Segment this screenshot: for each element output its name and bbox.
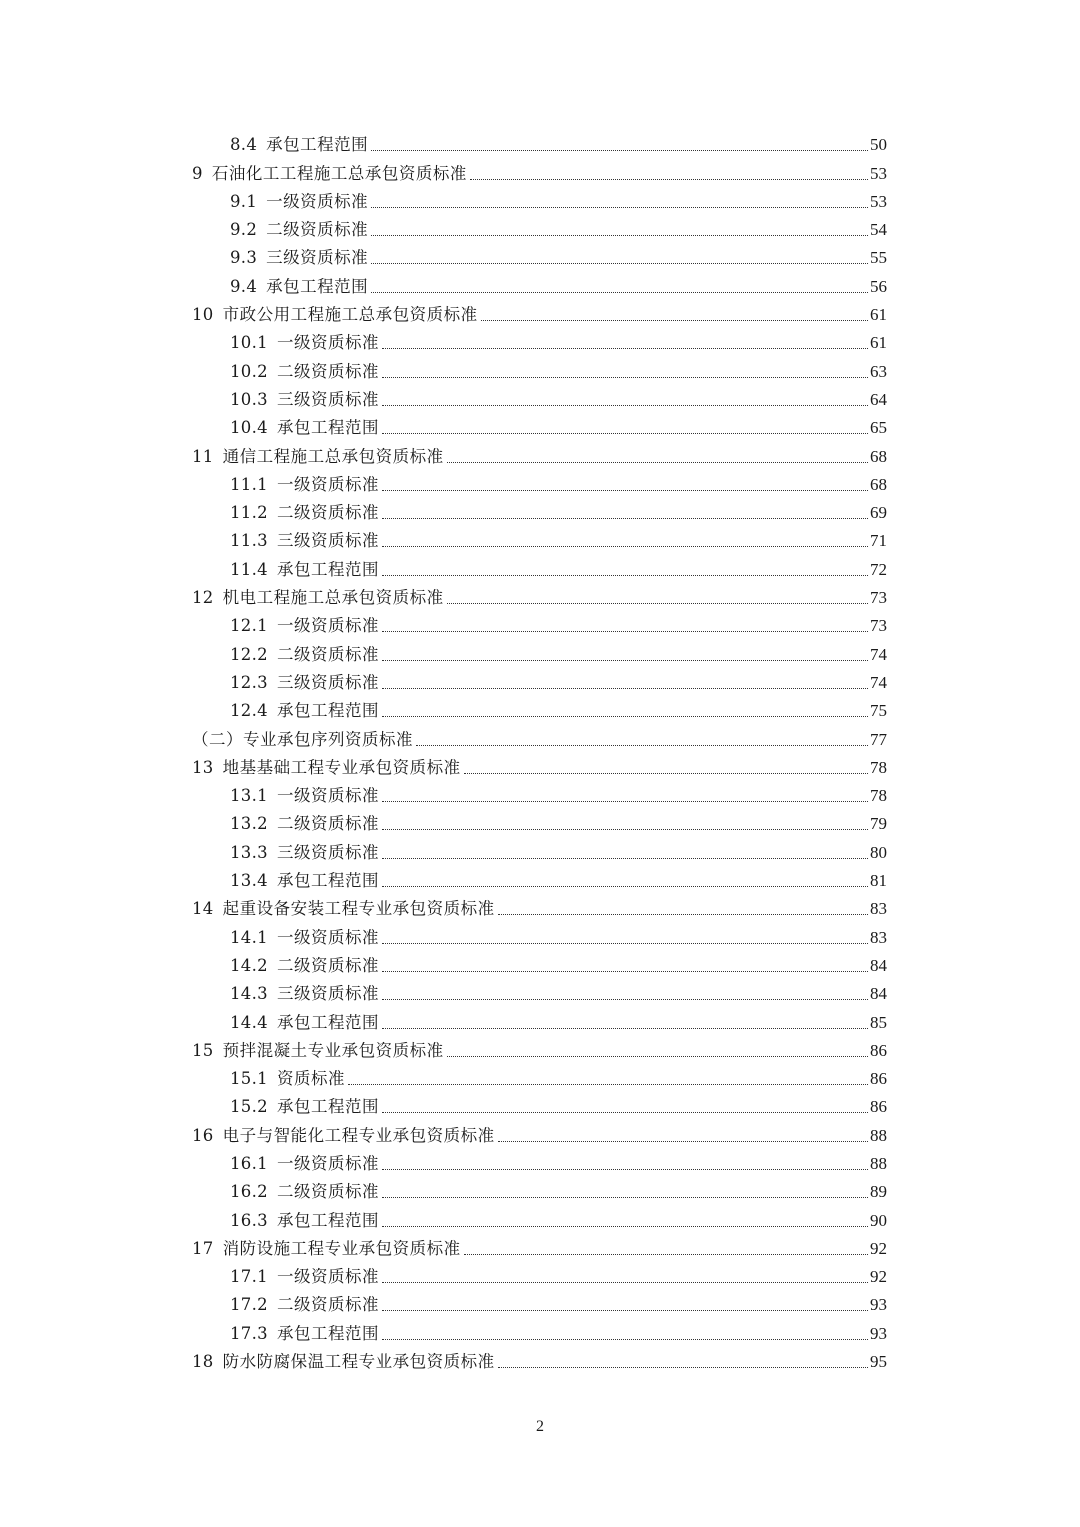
- toc-entry-title: 承包工程范围: [266, 135, 369, 155]
- toc-entry-section[interactable]: [0, 1263, 1080, 1291]
- dot-leader: [382, 971, 868, 972]
- dot-leader: [464, 1254, 868, 1255]
- toc-entry-title: 承包工程范围: [276, 418, 379, 438]
- toc-entry-title: 三级资质标准: [266, 248, 369, 268]
- dot-leader: [382, 433, 868, 434]
- toc-entry-page: 61: [870, 333, 887, 353]
- toc-entry-title: 承包工程范围: [266, 276, 369, 296]
- toc-entry-title: 三级资质标准: [276, 672, 379, 692]
- toc-entry-number: 17.1: [230, 1267, 268, 1287]
- toc-entry-number: 8.4: [230, 135, 258, 155]
- toc-entry-section[interactable]: [0, 1008, 1080, 1036]
- toc-entry-label: [230, 673, 380, 693]
- dot-leader: [382, 490, 868, 491]
- toc-entry-chapter[interactable]: [0, 725, 1080, 753]
- toc-entry-section[interactable]: [0, 867, 1080, 895]
- dot-leader: [416, 745, 868, 746]
- toc-entry-label: [192, 305, 479, 325]
- toc-entry-label: [230, 531, 380, 551]
- toc-entry-title: 消防设施工程专业承包资质标准: [222, 1238, 461, 1258]
- dot-leader: [481, 320, 868, 321]
- toc-entry-title: 承包工程范围: [276, 559, 379, 579]
- toc-entry-number: 13.2: [230, 814, 268, 834]
- toc-entry-label: [230, 560, 380, 580]
- toc-entry-label: [230, 786, 380, 806]
- toc-entry-label: [230, 871, 380, 891]
- dot-leader: [382, 405, 868, 406]
- toc-entry-label: [230, 984, 380, 1004]
- toc-entry-title: 二级资质标准: [276, 1182, 379, 1202]
- toc-entry-title: 资质标准: [276, 1069, 345, 1089]
- toc-entry-page: 61: [870, 305, 887, 325]
- toc-entry-section[interactable]: [0, 952, 1080, 980]
- dot-leader: [382, 546, 868, 547]
- dot-leader: [382, 1028, 868, 1029]
- dot-leader: [382, 801, 868, 802]
- toc-entry-label: [230, 1182, 380, 1202]
- toc-entry-page: 74: [870, 672, 887, 692]
- toc-entry-title: 三级资质标准: [276, 984, 379, 1004]
- toc-entry-label: [230, 277, 369, 297]
- toc-entry-page: 54: [870, 220, 887, 240]
- dot-leader: [447, 603, 868, 604]
- toc-entry-number: 12.2: [230, 644, 268, 664]
- toc-entry-page: 86: [870, 1069, 887, 1089]
- toc-entry-label: [230, 956, 380, 976]
- toc-entry-section[interactable]: [0, 216, 1080, 244]
- toc-entry-label: [192, 447, 445, 467]
- toc-entry-section[interactable]: [0, 810, 1080, 838]
- toc-entry-page: 63: [870, 361, 887, 381]
- toc-entry-label: [230, 1013, 380, 1033]
- toc-entry-section[interactable]: [0, 640, 1080, 668]
- toc-entry-page: 90: [870, 1210, 887, 1230]
- toc-entry-label: [192, 1352, 496, 1372]
- toc-entry-section[interactable]: [0, 244, 1080, 272]
- toc-entry-label: [230, 1211, 380, 1231]
- toc-entry-number: 14: [192, 899, 214, 919]
- toc-entry-section[interactable]: [0, 782, 1080, 810]
- toc-entry-page: 78: [870, 786, 887, 806]
- toc-entry-label: [230, 192, 369, 212]
- toc-entry-number: 14.1: [230, 927, 268, 947]
- toc-entry-label: [192, 588, 445, 608]
- dot-leader: [382, 631, 868, 632]
- dot-leader: [382, 716, 868, 717]
- toc-entry-section[interactable]: [0, 669, 1080, 697]
- dot-leader: [470, 179, 868, 180]
- dot-leader: [382, 1226, 868, 1227]
- table-of-contents: [0, 131, 1080, 1376]
- toc-entry-number: 15: [192, 1040, 214, 1060]
- dot-leader: [371, 235, 868, 236]
- toc-entry-number: 17.3: [230, 1323, 268, 1343]
- toc-entry-label: [192, 899, 496, 919]
- dot-leader: [371, 207, 868, 208]
- toc-entry-label: [192, 1239, 462, 1259]
- toc-entry-label: [230, 928, 380, 948]
- toc-entry-label: [230, 475, 380, 495]
- toc-entry-number: 9.1: [230, 191, 258, 211]
- toc-entry-label: [230, 418, 380, 438]
- toc-entry-number: 9.3: [230, 248, 258, 268]
- toc-entry-section[interactable]: [0, 131, 1080, 159]
- toc-entry-label: [230, 1069, 346, 1089]
- toc-entry-title: 市政公用工程施工总承包资质标准: [222, 305, 478, 325]
- toc-entry-section[interactable]: [0, 612, 1080, 640]
- toc-entry-title: 二级资质标准: [276, 503, 379, 523]
- toc-entry-label: [230, 390, 380, 410]
- toc-entry-page: 86: [870, 1040, 887, 1060]
- toc-entry-title: 一级资质标准: [276, 474, 379, 494]
- toc-entry-number: 16.1: [230, 1153, 268, 1173]
- toc-entry-number: 16.2: [230, 1182, 268, 1202]
- toc-entry-title: 一级资质标准: [276, 333, 379, 353]
- toc-entry-number: 13: [192, 757, 214, 777]
- toc-entry-label: [230, 1154, 380, 1174]
- dot-leader: [498, 1367, 868, 1368]
- toc-entry-page: 69: [870, 503, 887, 523]
- toc-entry-number: 13.4: [230, 871, 268, 891]
- toc-entry-number: 13.1: [230, 786, 268, 806]
- toc-entry-title: 起重设备安装工程专业承包资质标准: [222, 899, 495, 919]
- dot-leader: [382, 886, 868, 887]
- toc-entry-label: [230, 333, 380, 353]
- dot-leader: [464, 773, 868, 774]
- toc-entry-label: [230, 220, 369, 240]
- dot-leader: [382, 660, 868, 661]
- toc-entry-label: [230, 1324, 380, 1344]
- toc-entry-section[interactable]: [0, 697, 1080, 725]
- dot-leader: [382, 1197, 868, 1198]
- toc-entry-title: 二级资质标准: [276, 361, 379, 381]
- toc-entry-section[interactable]: [0, 272, 1080, 300]
- toc-entry-page: 95: [870, 1352, 887, 1372]
- toc-entry-page: 83: [870, 899, 887, 919]
- toc-entry-number: 12.3: [230, 672, 268, 692]
- toc-entry-title: 二级资质标准: [276, 955, 379, 975]
- toc-entry-label: [230, 1097, 380, 1117]
- toc-entry-section[interactable]: [0, 471, 1080, 499]
- toc-entry-page: 71: [870, 531, 887, 551]
- toc-entry-number: 17: [192, 1238, 214, 1258]
- toc-entry-number: 11.4: [230, 559, 268, 579]
- toc-entry-chapter[interactable]: [0, 584, 1080, 612]
- toc-entry-number: 17.2: [230, 1295, 268, 1315]
- toc-entry-section[interactable]: [0, 555, 1080, 583]
- toc-entry-label: [192, 1041, 445, 1061]
- toc-entry-section[interactable]: [0, 414, 1080, 442]
- toc-entry-number: 11.1: [230, 474, 268, 494]
- toc-entry-page: 53: [870, 163, 887, 183]
- toc-entry-chapter[interactable]: [0, 442, 1080, 470]
- toc-entry-number: 10.4: [230, 418, 268, 438]
- toc-entry-page: 74: [870, 644, 887, 664]
- toc-entry-number: 10: [192, 305, 214, 325]
- toc-entry-section[interactable]: [0, 923, 1080, 951]
- dot-leader: [382, 1112, 868, 1113]
- toc-entry-section[interactable]: [0, 527, 1080, 555]
- toc-entry-page: 78: [870, 757, 887, 777]
- toc-entry-page: 65: [870, 418, 887, 438]
- toc-entry-page: 81: [870, 871, 887, 891]
- toc-entry-number: 10.1: [230, 333, 268, 353]
- toc-entry-title: 预拌混凝土专业承包资质标准: [222, 1040, 444, 1060]
- toc-entry-section[interactable]: [0, 386, 1080, 414]
- toc-entry-page: 64: [870, 389, 887, 409]
- toc-entry-section[interactable]: [0, 1178, 1080, 1206]
- dot-leader: [371, 150, 868, 151]
- toc-entry-page: 84: [870, 984, 887, 1004]
- dot-leader: [382, 1310, 868, 1311]
- toc-entry-label: [230, 701, 380, 721]
- dot-leader: [382, 518, 868, 519]
- dot-leader: [382, 829, 868, 830]
- toc-entry-section[interactable]: [0, 329, 1080, 357]
- dot-leader: [382, 688, 868, 689]
- dot-leader: [382, 1169, 868, 1170]
- toc-entry-section[interactable]: [0, 838, 1080, 866]
- toc-entry-title: 承包工程范围: [276, 1097, 379, 1117]
- toc-entry-title: 通信工程施工总承包资质标准: [222, 446, 444, 466]
- toc-entry-page: 55: [870, 248, 887, 268]
- toc-entry-label: [192, 730, 414, 750]
- toc-entry-title: 一级资质标准: [276, 1267, 379, 1287]
- toc-entry-chapter[interactable]: [0, 895, 1080, 923]
- toc-entry-title: （二）专业承包序列资质标准: [192, 729, 413, 749]
- toc-entry-title: 防水防腐保温工程专业承包资质标准: [222, 1352, 495, 1372]
- dot-leader: [382, 999, 868, 1000]
- toc-entry-title: 一级资质标准: [276, 786, 379, 806]
- toc-entry-title: 二级资质标准: [276, 644, 379, 664]
- toc-entry-page: 92: [870, 1267, 887, 1287]
- toc-entry-label: [192, 758, 462, 778]
- toc-entry-page: 72: [870, 559, 887, 579]
- toc-entry-number: 12: [192, 588, 214, 608]
- toc-entry-page: 85: [870, 1012, 887, 1032]
- toc-entry-label: [230, 843, 380, 863]
- dot-leader: [382, 1339, 868, 1340]
- dot-leader: [382, 858, 868, 859]
- toc-entry-section[interactable]: [0, 1150, 1080, 1178]
- toc-entry-page: 56: [870, 276, 887, 296]
- toc-entry-page: 50: [870, 135, 887, 155]
- dot-leader: [371, 292, 868, 293]
- toc-entry-page: 68: [870, 474, 887, 494]
- dot-leader: [382, 1282, 868, 1283]
- dot-leader: [382, 575, 868, 576]
- toc-entry-number: 15.2: [230, 1097, 268, 1117]
- toc-entry-section[interactable]: [0, 188, 1080, 216]
- toc-entry-page: 84: [870, 955, 887, 975]
- dot-leader: [447, 1056, 868, 1057]
- toc-entry-number: 9: [192, 163, 203, 183]
- toc-entry-number: 15.1: [230, 1069, 268, 1089]
- page-number: 2: [536, 1418, 544, 1435]
- toc-entry-label: [230, 1267, 380, 1287]
- toc-entry-section[interactable]: [0, 980, 1080, 1008]
- toc-entry-title: 承包工程范围: [276, 701, 379, 721]
- toc-entry-title: 承包工程范围: [276, 1323, 379, 1343]
- toc-entry-page: 80: [870, 842, 887, 862]
- toc-entry-chapter[interactable]: [0, 301, 1080, 329]
- toc-entry-number: 18: [192, 1352, 214, 1372]
- toc-entry-page: 83: [870, 927, 887, 947]
- toc-entry-title: 一级资质标准: [276, 1153, 379, 1173]
- toc-entry-label: [230, 616, 380, 636]
- toc-entry-page: 75: [870, 701, 887, 721]
- dot-leader: [382, 348, 868, 349]
- toc-entry-chapter[interactable]: [0, 1121, 1080, 1149]
- toc-entry-number: 14.2: [230, 955, 268, 975]
- toc-entry-section[interactable]: [0, 1206, 1080, 1234]
- toc-entry-label: [230, 503, 380, 523]
- toc-entry-number: 16: [192, 1125, 214, 1145]
- toc-entry-section[interactable]: [0, 499, 1080, 527]
- toc-entry-number: 12.4: [230, 701, 268, 721]
- toc-entry-section[interactable]: [0, 357, 1080, 385]
- toc-entry-chapter[interactable]: [0, 754, 1080, 782]
- toc-entry-title: 承包工程范围: [276, 1210, 379, 1230]
- toc-entry-title: 地基基础工程专业承包资质标准: [222, 757, 461, 777]
- toc-entry-number: 11: [192, 446, 214, 466]
- toc-entry-label: [230, 814, 380, 834]
- dot-leader: [498, 1141, 868, 1142]
- toc-entry-page: 92: [870, 1238, 887, 1258]
- toc-entry-page: 93: [870, 1323, 887, 1343]
- toc-entry-number: 14.4: [230, 1012, 268, 1032]
- toc-entry-section[interactable]: [0, 1291, 1080, 1319]
- dot-leader: [371, 263, 868, 264]
- toc-entry-number: 13.3: [230, 842, 268, 862]
- toc-entry-title: 电子与智能化工程专业承包资质标准: [222, 1125, 495, 1145]
- toc-entry-label: [230, 362, 380, 382]
- toc-entry-title: 一级资质标准: [276, 927, 379, 947]
- toc-entry-page: 93: [870, 1295, 887, 1315]
- toc-entry-number: 12.1: [230, 616, 268, 636]
- toc-entry-title: 二级资质标准: [276, 814, 379, 834]
- toc-entry-label: [230, 248, 369, 268]
- toc-entry-page: 89: [870, 1182, 887, 1202]
- toc-entry-number: 14.3: [230, 984, 268, 1004]
- toc-entry-page: 73: [870, 588, 887, 608]
- toc-entry-page: 88: [870, 1153, 887, 1173]
- toc-entry-label: [230, 1295, 380, 1315]
- toc-entry-chapter[interactable]: [0, 1348, 1080, 1376]
- dot-leader: [348, 1084, 868, 1085]
- toc-entry-label: [192, 164, 468, 184]
- toc-entry-label: [230, 135, 369, 155]
- toc-entry-title: 承包工程范围: [276, 1012, 379, 1032]
- toc-entry-title: 二级资质标准: [266, 220, 369, 240]
- toc-entry-page: 79: [870, 814, 887, 834]
- toc-entry-title: 石油化工工程施工总承包资质标准: [211, 163, 467, 183]
- dot-leader: [498, 914, 868, 915]
- toc-entry-page: 68: [870, 446, 887, 466]
- toc-entry-page: 73: [870, 616, 887, 636]
- toc-entry-title: 一级资质标准: [266, 191, 369, 211]
- toc-entry-number: 10.2: [230, 361, 268, 381]
- toc-entry-title: 承包工程范围: [276, 871, 379, 891]
- toc-entry-chapter[interactable]: [0, 1235, 1080, 1263]
- dot-leader: [382, 377, 868, 378]
- toc-entry-title: 一级资质标准: [276, 616, 379, 636]
- toc-entry-title: 三级资质标准: [276, 842, 379, 862]
- dot-leader: [447, 462, 868, 463]
- toc-entry-chapter[interactable]: [0, 1037, 1080, 1065]
- toc-entry-number: 10.3: [230, 389, 268, 409]
- toc-entry-section[interactable]: [0, 1065, 1080, 1093]
- dot-leader: [382, 943, 868, 944]
- toc-entry-number: 11.3: [230, 531, 268, 551]
- toc-entry-title: 机电工程施工总承包资质标准: [222, 588, 444, 608]
- toc-entry-number: 11.2: [230, 503, 268, 523]
- toc-entry-title: 三级资质标准: [276, 531, 379, 551]
- toc-entry-page: 86: [870, 1097, 887, 1117]
- toc-entry-chapter[interactable]: [0, 159, 1080, 187]
- toc-entry-number: 16.3: [230, 1210, 268, 1230]
- toc-entry-title: 三级资质标准: [276, 389, 379, 409]
- toc-entry-label: [192, 1126, 496, 1146]
- toc-entry-page: 77: [870, 729, 887, 749]
- toc-entry-number: 9.4: [230, 276, 258, 296]
- toc-entry-section[interactable]: [0, 1319, 1080, 1347]
- toc-entry-label: [230, 645, 380, 665]
- toc-entry-page: 53: [870, 191, 887, 211]
- toc-entry-title: 二级资质标准: [276, 1295, 379, 1315]
- toc-entry-number: 9.2: [230, 220, 258, 240]
- toc-entry-section[interactable]: [0, 1093, 1080, 1121]
- toc-entry-page: 88: [870, 1125, 887, 1145]
